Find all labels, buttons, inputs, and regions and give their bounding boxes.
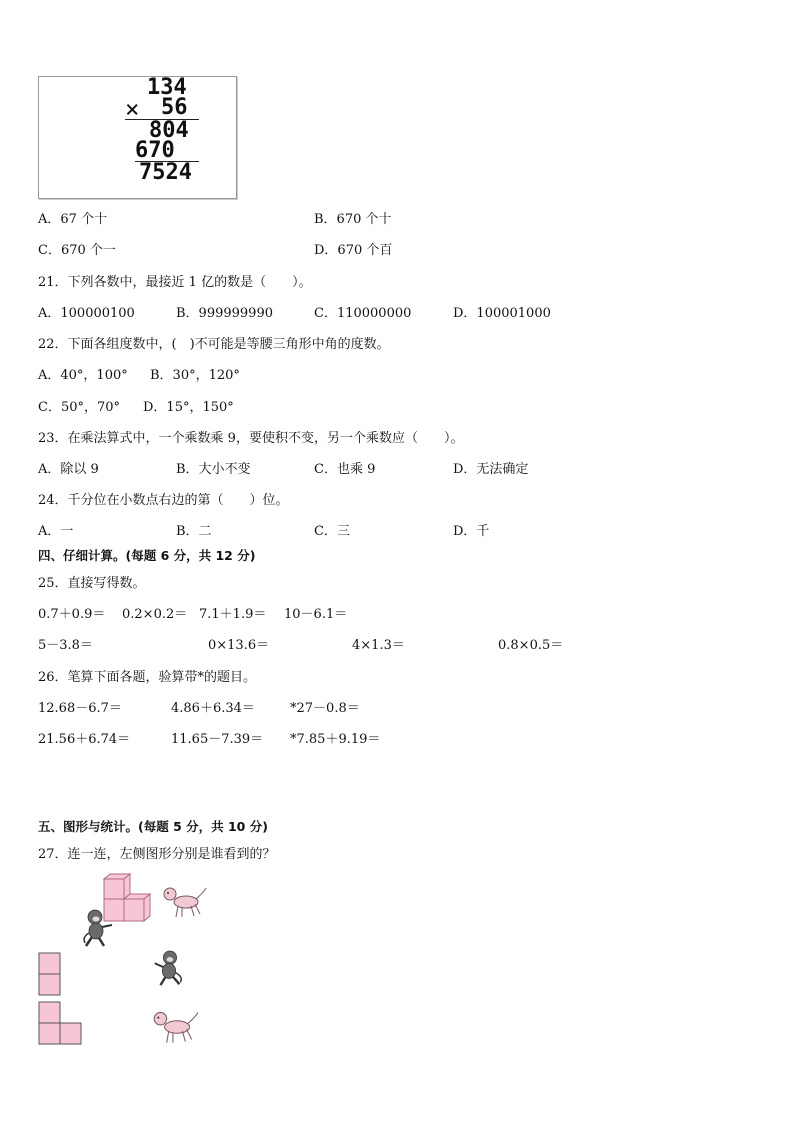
q22-option-a: A．40°，100° [38,368,128,383]
q25-r1-4: 10－6.1＝ [284,607,348,622]
q22-option-b: B．30°，120° [150,368,240,383]
q26-r2-1: 21.56＋6.74＝ [38,732,131,747]
q23-option-a: A．除以 9 [38,462,99,477]
q25-r2-3: 4×1.3＝ [352,638,405,653]
q25-r2-1: 5－3.8＝ [38,638,93,653]
q24-option-d: D．千 [453,524,490,539]
q24-option-b: B．二 [176,524,212,539]
q25-r1-2: 0.2×0.2＝ [122,607,188,622]
q25-r1-3: 7.1＋1.9＝ [199,607,267,622]
q26-r1-1: 12.68－6.7＝ [38,701,122,716]
q23-option-d: D．无法确定 [453,462,529,477]
q24-stem: 24．千分位在小数点右边的第（ ）位。 [38,493,289,508]
q25-r1-1: 0.7＋0.9＝ [38,607,106,622]
q22-stem: 22．下面各组度数中，( )不可能是等腰三角形中角的度数。 [38,337,390,352]
q21-option-b: B．999999990 [176,306,273,321]
q25-r2-2: 0×13.6＝ [208,638,270,653]
mul-sign: × [125,95,140,123]
mul-partial-1: 804 [149,118,189,143]
q22-option-c: C．50°，70° [38,400,121,415]
q25-r2-4: 0.8×0.5＝ [498,638,564,653]
q20-option-b: B．670 个十 [314,212,392,227]
q26-r1-3: *27－0.8＝ [290,701,360,716]
q25-stem: 25．直接写得数。 [38,576,146,591]
q24-option-a: A．一 [38,524,74,539]
mul-result: 7524 [139,160,192,185]
q23-option-b: B．大小不变 [176,462,251,477]
q21-option-c: C．110000000 [314,306,412,321]
q27-stem: 27．连一连，左侧图形分别是谁看到的？ [38,847,276,862]
q23-stem: 23．在乘法算式中，一个乘数乘 9，要使积不变，另一个乘数应（ ）。 [38,431,464,446]
q24-option-c: C．三 [314,524,350,539]
q20-option-a: A．67 个十 [38,212,108,227]
dog-icon [150,1008,200,1046]
mul-top: 134 [147,75,187,100]
q26-r2-3: *7.85＋9.19＝ [290,732,381,747]
q26-r1-2: 4.86＋6.34＝ [171,701,255,716]
q20-option-c: C．670 个一 [38,243,116,258]
section5-heading: 五、图形与统计。(每题 5 分，共 10 分) [38,819,268,834]
q26-stem: 26．笔算下面各题，验算带*的题目。 [38,670,257,685]
mul-multiplier: 56 [161,95,188,120]
q21-option-d: D．100001000 [453,306,551,321]
q21-stem: 21．下列各数中，最接近 1 亿的数是（ ）。 [38,275,312,290]
multiplication-figure [38,76,237,199]
q21-option-a: A．100000100 [38,306,135,321]
q22-option-d: D．15°，150° [143,400,234,415]
side-view-shape [38,1001,84,1047]
q26-r2-2: 11.65－7.39＝ [171,732,264,747]
monkey-icon [152,950,186,988]
monkey-icon [82,909,114,949]
q20-option-d: D．670 个百 [314,243,393,258]
dog-icon [160,884,208,920]
mul-partial-2: 670 [135,138,175,163]
q23-option-c: C．也乘 9 [314,462,376,477]
front-view-shape [38,952,62,996]
section4-heading: 四、仔细计算。(每题 6 分，共 12 分) [38,548,256,563]
